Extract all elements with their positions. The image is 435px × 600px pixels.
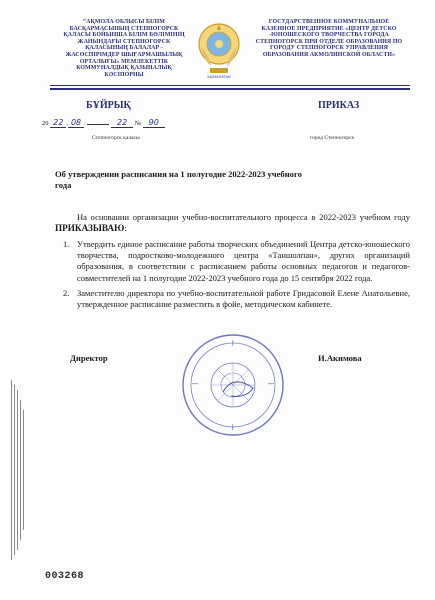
order-item: [55, 239, 410, 284]
date-year: 22: [111, 118, 133, 128]
item-text: Заместителю директора по учебно-воспитательной работе Гридасовой Елене Анатольевне, утвержденное расписание разместить в фойе, методическом кабинете.: [77, 287, 410, 310]
order-number: 90: [143, 118, 165, 128]
doc-kind-ru: ПРИКАЗ: [318, 100, 360, 111]
kazakhstan-emblem-icon: [196, 16, 242, 80]
date-line: 20 22 . 08 . 22 № 90: [42, 118, 165, 127]
intro-text: На основании организации учебно-воспитательного процесса в 2022-2023 учебном году: [77, 212, 410, 222]
document-serial-number: 003268: [45, 571, 85, 582]
vertical-margin-text-icon: [8, 380, 28, 565]
signature-title: Директор: [70, 353, 108, 363]
item-text: Утвердить единое расписание работы творческих объединений Центра детско-юношеского творчества, подростково-молодежного центра «Таншолпан», других организаций образования, в соответствии с расписанием работы основных педагогов и педагогов-совместителей на 1 полугодие 2022-2023 учебного года до 15 сентября 2022 года.: [77, 239, 410, 283]
header-divider: [50, 85, 410, 86]
date-day: 22: [50, 118, 66, 128]
svg-text:KAZAKHSTAN: KAZAKHSTAN: [207, 75, 231, 79]
city-kz: Степногорск қаласы: [92, 135, 140, 141]
intro-emphasis: ПРИКАЗЫВАЮ: [55, 223, 125, 234]
official-seal-icon: [178, 330, 288, 440]
item-number: 2.: [63, 287, 70, 298]
city-ru: город Степногорск: [310, 135, 355, 141]
item-number: 1.: [63, 239, 70, 249]
intro-paragraph: [55, 212, 410, 234]
number-sign: №: [134, 120, 142, 127]
header-right-org: ГОСУДАРСТВЕННОЕ КОММУНАЛЬНОЕ КАЗЕННОЕ ПРЕДПРИЯТИЕ «ЦЕНТР ДЕТСКО -ЮНОШЕСКОГО ТВОРЧЕСТВА ГОРОДА СТЕПНОГОРСК ПРИ ОТДЕЛЕ ОБРАЗОВАНИЯ ПО ГОРОДУ СТЕПНОГОРСК УПРАВЛЕНИЯ ОБРАЗОВАНИЯ АКМОЛИНСКОЙ ОБЛАСТИ»: [255, 19, 403, 58]
order-items: [55, 239, 410, 314]
date-prefix: 20: [42, 120, 49, 127]
header-left-org: “АҚМОЛА ОБЛЫСЫ БІЛІМ БАСҚАРМАСЫНЫҢ СТЕПНОГОРСК ҚАЛАСЫ БОЙЫНША БІЛІМ БӨЛІМІНІҢ ЖАНЫНДАҒЫ СТЕПНОГОРСК ҚАЛАСЫНЫҢ БАЛАЛАР - ЖАСӨСПІРІМДЕР ШЫҒАРМАШЫЛЫҚ ОРТАЛЫҒЫ» МЕМЛЕКЕТТІК КОММУНАЛДЫҚ ҚАЗЫНАЛЫҚ КӘСІПОРНЫ: [63, 19, 185, 78]
order-title: Об утверждении расписания на 1 полугодие 2022-2023 учебного года: [55, 169, 302, 190]
signature-name: И.Акимова: [318, 353, 362, 363]
order-item: [55, 288, 410, 310]
intro-tail: :: [124, 223, 127, 234]
date-month: 08: [68, 118, 84, 128]
header-divider-thick: [50, 88, 410, 90]
doc-kind-kz: БҰЙРЫҚ: [86, 100, 131, 111]
